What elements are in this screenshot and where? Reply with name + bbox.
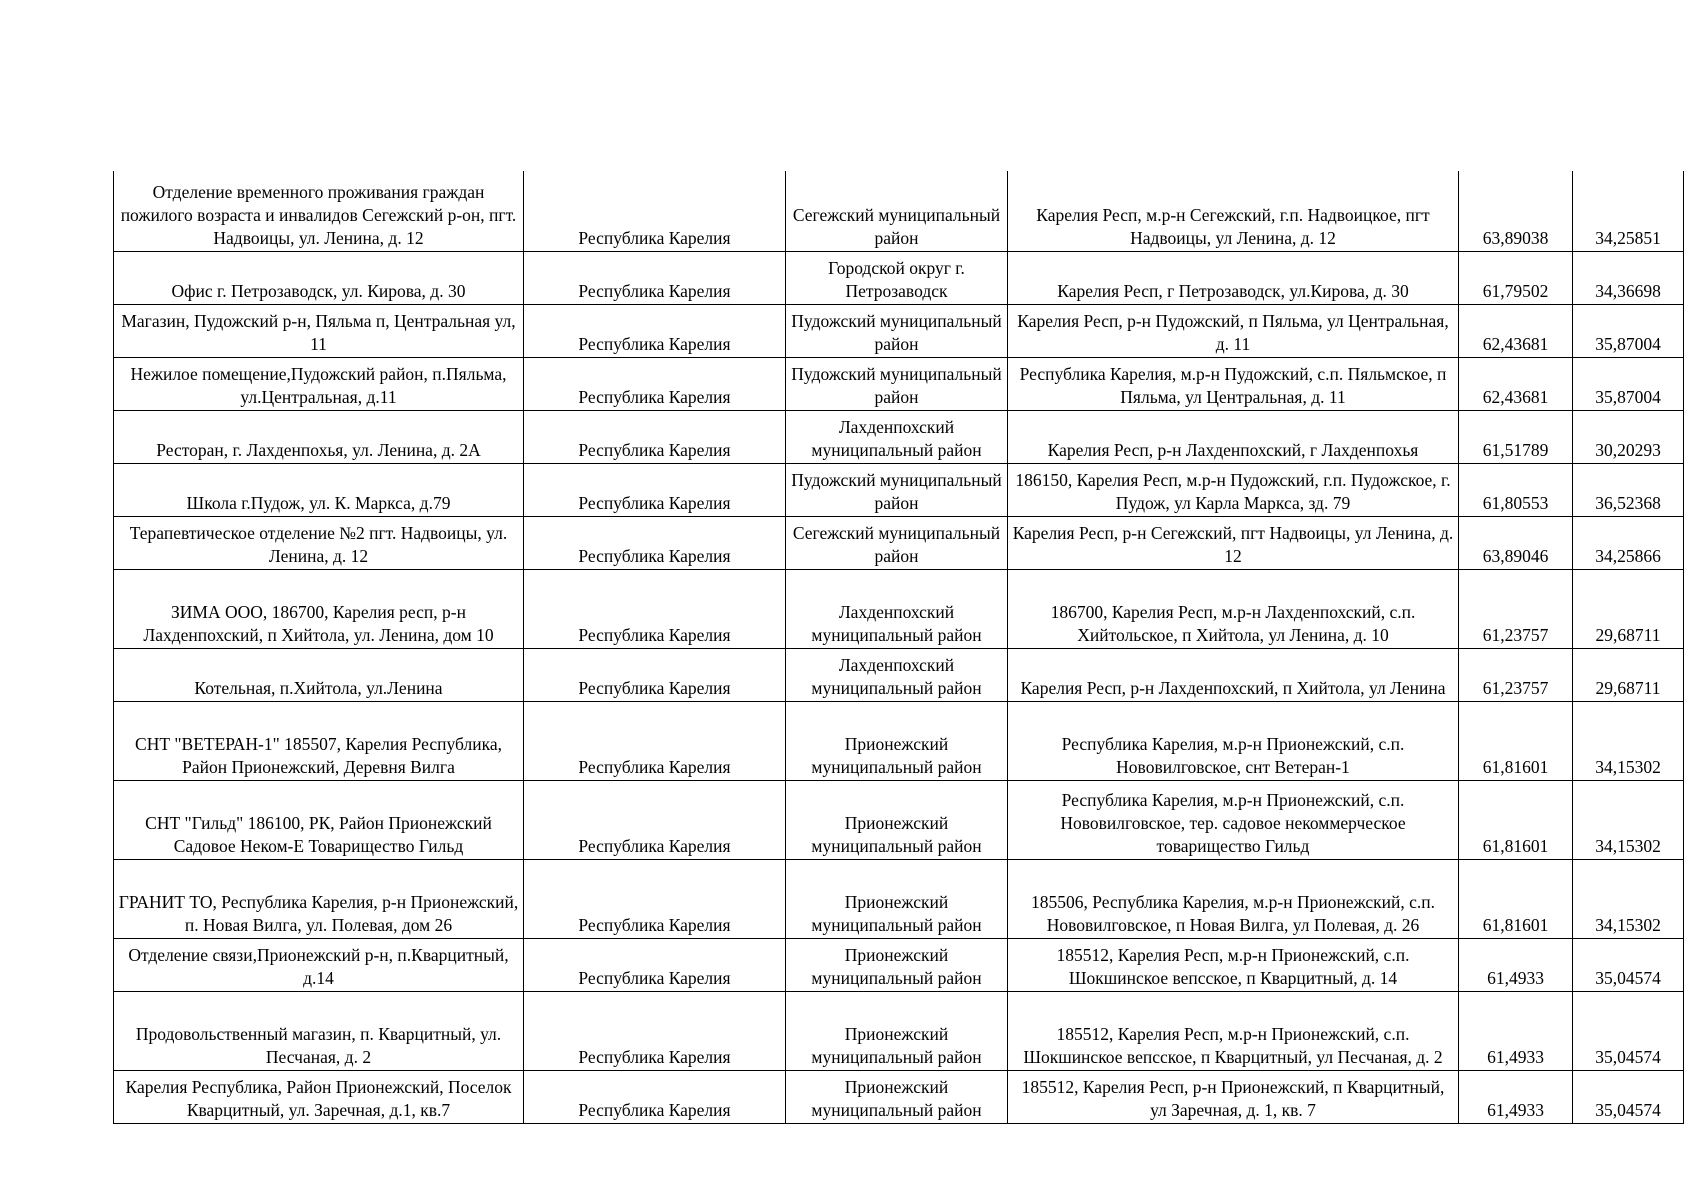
longitude-cell: 30,20293	[1573, 410, 1684, 463]
latitude-cell: 61,23757	[1459, 648, 1573, 701]
longitude-cell: 36,52368	[1573, 463, 1684, 516]
object-name-cell: Ресторан, г. Лахденпохья, ул. Ленина, д. 2А	[114, 410, 524, 463]
region-cell: Республика Карелия	[524, 859, 786, 938]
object-name-cell: Школа г.Пудож, ул. К. Маркса, д.79	[114, 463, 524, 516]
region-cell: Республика Карелия	[524, 938, 786, 991]
region-cell: Республика Карелия	[524, 701, 786, 780]
municipality-cell: Лахденпохский муниципальный район	[786, 569, 1008, 648]
municipality-cell: Лахденпохский муниципальный район	[786, 648, 1008, 701]
address-cell: Карелия Респ, р-н Сегежский, пгт Надвоицы, ул Ленина, д. 12	[1008, 516, 1459, 569]
table-row	[114, 516, 1684, 569]
region-cell: Республика Карелия	[524, 304, 786, 357]
region-cell: Республика Карелия	[524, 516, 786, 569]
municipality-cell: Прионежский муниципальный район	[786, 991, 1008, 1070]
address-cell: Республика Карелия, м.р-н Прионежский, с.п. Нововилговское, тер. садовое некоммерческое товарищество Гильд	[1008, 780, 1459, 859]
region-cell: Республика Карелия	[524, 780, 786, 859]
longitude-cell: 34,25866	[1573, 516, 1684, 569]
longitude-cell: 34,25851	[1573, 171, 1684, 251]
address-cell: 186150, Карелия Респ, м.р-н Пудожский, г.п. Пудожское, г. Пудож, ул Карла Маркса, зд. 79	[1008, 463, 1459, 516]
region-cell: Республика Карелия	[524, 463, 786, 516]
object-name-cell: СНТ "Гильд" 186100, РК, Район Прионежский Садовое Неком-Е Товарищество Гильд	[114, 780, 524, 859]
region-cell: Республика Карелия	[524, 171, 786, 251]
address-table	[113, 171, 1684, 1124]
latitude-cell: 61,81601	[1459, 859, 1573, 938]
address-cell: 185512, Карелия Респ, р-н Прионежский, п Кварцитный, ул Заречная, д. 1, кв. 7	[1008, 1070, 1459, 1123]
longitude-cell: 29,68711	[1573, 569, 1684, 648]
object-name-cell: ЗИМА ООО, 186700, Карелия респ, р-н Лахденпохский, п Хийтола, ул. Ленина, дом 10	[114, 569, 524, 648]
longitude-cell: 35,87004	[1573, 357, 1684, 410]
object-name-cell: Магазин, Пудожский р-н, Пяльма п, Центральная ул, 11	[114, 304, 524, 357]
address-cell: Карелия Респ, р-н Пудожский, п Пяльма, ул Центральная, д. 11	[1008, 304, 1459, 357]
table-row	[114, 859, 1684, 938]
latitude-cell: 61,51789	[1459, 410, 1573, 463]
object-name-cell: Карелия Республика, Район Прионежский, Поселок Кварцитный, ул. Заречная, д.1, кв.7	[114, 1070, 524, 1123]
latitude-cell: 61,81601	[1459, 701, 1573, 780]
address-cell: 185506, Республика Карелия, м.р-н Прионежский, с.п. Нововилговское, п Новая Вилга, ул Полевая, д. 26	[1008, 859, 1459, 938]
address-cell: 186700, Карелия Респ, м.р-н Лахденпохский, с.п. Хийтольское, п Хийтола, ул Ленина, д. 10	[1008, 569, 1459, 648]
longitude-cell: 35,04574	[1573, 1070, 1684, 1123]
object-name-cell: ГРАНИТ ТО, Республика Карелия, р-н Прионежский, п. Новая Вилга, ул. Полевая, дом 26	[114, 859, 524, 938]
latitude-cell: 63,89038	[1459, 171, 1573, 251]
municipality-cell: Прионежский муниципальный район	[786, 780, 1008, 859]
table-row	[114, 701, 1684, 780]
table-row	[114, 463, 1684, 516]
table-row	[114, 171, 1684, 251]
latitude-cell: 63,89046	[1459, 516, 1573, 569]
address-cell: 185512, Карелия Респ, м.р-н Прионежский, с.п. Шокшинское вепсское, п Кварцитный, ул Песчаная, д. 2	[1008, 991, 1459, 1070]
table-row	[114, 938, 1684, 991]
latitude-cell: 61,80553	[1459, 463, 1573, 516]
address-cell: Республика Карелия, м.р-н Прионежский, с.п. Нововилговское, снт Ветеран-1	[1008, 701, 1459, 780]
municipality-cell: Лахденпохский муниципальный район	[786, 410, 1008, 463]
address-cell: Карелия Респ, р-н Лахденпохский, г Лахденпохья	[1008, 410, 1459, 463]
address-cell: 185512, Карелия Респ, м.р-н Прионежский, с.п. Шокшинское вепсское, п Кварцитный, д. 14	[1008, 938, 1459, 991]
longitude-cell: 35,04574	[1573, 991, 1684, 1070]
longitude-cell: 34,15302	[1573, 701, 1684, 780]
region-cell: Республика Карелия	[524, 251, 786, 304]
longitude-cell: 35,04574	[1573, 938, 1684, 991]
region-cell: Республика Карелия	[524, 648, 786, 701]
object-name-cell: Котельная, п.Хийтола, ул.Ленина	[114, 648, 524, 701]
municipality-cell: Прионежский муниципальный район	[786, 701, 1008, 780]
municipality-cell: Городской округ г. Петрозаводск	[786, 251, 1008, 304]
table-row	[114, 780, 1684, 859]
object-name-cell: Отделение связи,Прионежский р-н, п.Кварцитный, д.14	[114, 938, 524, 991]
object-name-cell: Офис г. Петрозаводск, ул. Кирова, д. 30	[114, 251, 524, 304]
municipality-cell: Пудожский муниципальный район	[786, 304, 1008, 357]
latitude-cell: 61,4933	[1459, 1070, 1573, 1123]
region-cell: Республика Карелия	[524, 991, 786, 1070]
municipality-cell: Пудожский муниципальный район	[786, 463, 1008, 516]
region-cell: Республика Карелия	[524, 569, 786, 648]
table-row	[114, 569, 1684, 648]
longitude-cell: 34,36698	[1573, 251, 1684, 304]
latitude-cell: 61,81601	[1459, 780, 1573, 859]
longitude-cell: 35,87004	[1573, 304, 1684, 357]
longitude-cell: 29,68711	[1573, 648, 1684, 701]
municipality-cell: Сегежский муниципальный район	[786, 171, 1008, 251]
table-row	[114, 648, 1684, 701]
latitude-cell: 62,43681	[1459, 357, 1573, 410]
object-name-cell: СНТ "ВЕТЕРАН-1" 185507, Карелия Республика, Район Прионежский, Деревня Вилга	[114, 701, 524, 780]
address-cell: Республика Карелия, м.р-н Пудожский, с.п. Пяльмское, п Пяльма, ул Центральная, д. 11	[1008, 357, 1459, 410]
table-row	[114, 357, 1684, 410]
address-table-body	[114, 171, 1684, 1123]
address-cell: Карелия Респ, г Петрозаводск, ул.Кирова, д. 30	[1008, 251, 1459, 304]
latitude-cell: 61,79502	[1459, 251, 1573, 304]
table-row	[114, 1070, 1684, 1123]
table-row	[114, 991, 1684, 1070]
address-cell: Карелия Респ, м.р-н Сегежский, г.п. Надвоицкое, пгт Надвоицы, ул Ленина, д. 12	[1008, 171, 1459, 251]
longitude-cell: 34,15302	[1573, 859, 1684, 938]
object-name-cell: Отделение временного проживания граждан пожилого возраста и инвалидов Сегежский р-он, пгт. Надвоицы, ул. Ленина, д. 12	[114, 171, 524, 251]
municipality-cell: Прионежский муниципальный район	[786, 1070, 1008, 1123]
latitude-cell: 62,43681	[1459, 304, 1573, 357]
latitude-cell: 61,4933	[1459, 991, 1573, 1070]
table-row	[114, 304, 1684, 357]
address-cell: Карелия Респ, р-н Лахденпохский, п Хийтола, ул Ленина	[1008, 648, 1459, 701]
object-name-cell: Нежилое помещение,Пудожский район, п.Пяльма, ул.Центральная, д.11	[114, 357, 524, 410]
longitude-cell: 34,15302	[1573, 780, 1684, 859]
object-name-cell: Продовольственный магазин, п. Кварцитный, ул. Песчаная, д. 2	[114, 991, 524, 1070]
latitude-cell: 61,4933	[1459, 938, 1573, 991]
region-cell: Республика Карелия	[524, 357, 786, 410]
municipality-cell: Сегежский муниципальный район	[786, 516, 1008, 569]
table-row	[114, 410, 1684, 463]
region-cell: Республика Карелия	[524, 410, 786, 463]
object-name-cell: Терапевтическое отделение №2 пгт. Надвоицы, ул. Ленина, д. 12	[114, 516, 524, 569]
municipality-cell: Прионежский муниципальный район	[786, 859, 1008, 938]
municipality-cell: Прионежский муниципальный район	[786, 938, 1008, 991]
region-cell: Республика Карелия	[524, 1070, 786, 1123]
table-row	[114, 251, 1684, 304]
latitude-cell: 61,23757	[1459, 569, 1573, 648]
municipality-cell: Пудожский муниципальный район	[786, 357, 1008, 410]
